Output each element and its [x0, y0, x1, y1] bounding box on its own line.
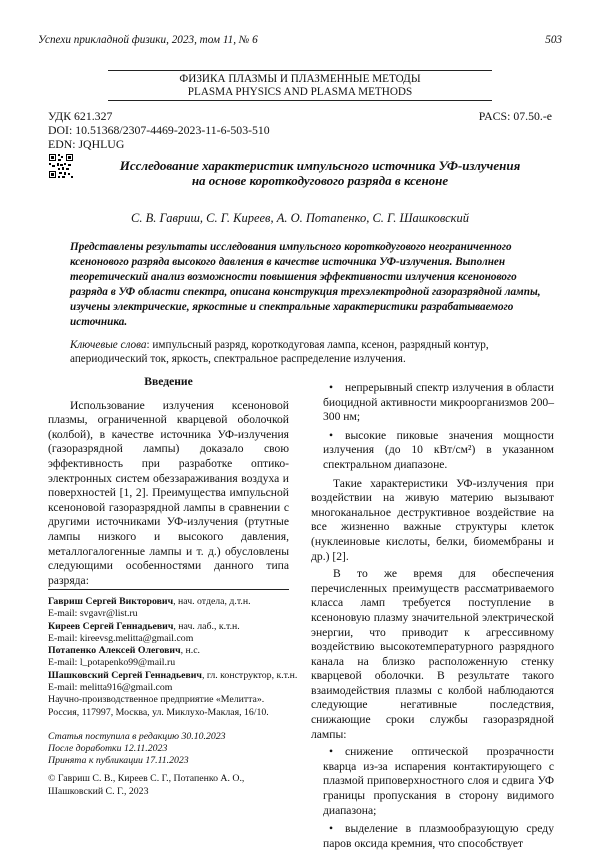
- author-3-email[interactable]: E-mail: l_potapenko99@mail.ru: [48, 657, 176, 669]
- section-title-ru: ФИЗИКА ПЛАЗМЫ И ПЛАЗМЕННЫЕ МЕТОДЫ: [179, 73, 421, 85]
- article-dates: [48, 731, 226, 767]
- title-line-2: на основе короткодугового разряда в ксеноне: [191, 173, 449, 188]
- pacs: PACS: 07.50.-e: [478, 109, 552, 123]
- footnote-divider: [48, 589, 289, 590]
- authors: С. В. Гавриш, С. Г. Киреев, А. О. Потапенко, С. Г. Шашковский: [131, 211, 469, 225]
- section-rule-bottom: [108, 100, 492, 101]
- paragraph: В то же время для обеспечения перечисленных преимуществ рассматриваемого класса ламп требуется поступление в ксеноновую плазму значительной электрической энергии, что приводит к агрессивному воздействию высокотемпературного разрядного канала на близко расположенную стенку кварцевой оболочки. В результате такого взаимодействия плазмы с колбой наблюдаются следующие негативные последствия, снижающие сроки службы газоразрядной лампы:: [311, 567, 554, 741]
- doi[interactable]: DOI: 10.51368/2307-4469-2023-11-6-503-510: [48, 123, 270, 137]
- list-item: • снижение оптической прозрачности кварца из-за испарения контактирующего с плазмой приповерхностного слоя и сдвига УФ границы пропускания в сторону видимого диапазона;: [323, 745, 554, 817]
- running-header: [38, 34, 562, 46]
- bullet-icon: •: [329, 822, 334, 836]
- keywords-text: : импульсный разряд, короткодуговая лампа, ксенон, разрядный контур, апериодический ток, яркость, спектральное распределение излучения.: [70, 339, 489, 365]
- date-revised: После доработки 12.11.2023: [48, 743, 168, 754]
- affiliations: [48, 596, 298, 719]
- author-2-email[interactable]: E-mail: kireevsg.melitta@gmail.com: [48, 632, 194, 644]
- author-4-email[interactable]: E-mail: melitta916@gmail.com: [48, 682, 173, 694]
- list-item: • непрерывный спектр излучения в области биоцидной активности микроорганизмов 200–300 нм;: [323, 381, 554, 424]
- abstract: Представлены результаты исследования импульсного короткодугового неограниченного ксенонового разряда высокого давления в качестве источника УФ-излучения. Выполнен теоретический анализ возможности повышения эффективности излучения ксенонового разряда в УФ области спектра, описана конструкция трехэлектродной газоразрядной лампы, изучены электрические, яркостные и спектральные характеристики разрабатываемого источника.: [70, 241, 541, 328]
- author-1: Гавриш Сергей Викторович, нач. отдела, д.т.н.: [48, 596, 251, 607]
- right-column: [311, 381, 554, 855]
- left-column: [48, 375, 289, 588]
- qr-code-icon: [48, 153, 74, 179]
- article-title: [90, 158, 550, 188]
- udk: УДК 621.327: [48, 109, 113, 123]
- list-item: • выделение в плазмообразующую среду паров оксида кремния, что способствует: [323, 822, 554, 850]
- edn: EDN: JQHLUG: [48, 137, 125, 151]
- bullet-icon: •: [329, 428, 334, 442]
- author-4: Шашковский Сергей Геннадьевич, гл. конструктор, к.т.н.: [48, 669, 298, 681]
- article-meta: [48, 109, 270, 151]
- intro-paragraph: Использование излучения ксеноновой плазмы, ограниченной кварцевой оболочкой (колбой), в качестве источника УФ-излучения (газоразрядной лампы) доказало свою эффективность при разработке оптико-электронных систем обеззараживания воздуха и поверхностей [1, 2]. Преимущества импульсной ксеноновой газоразрядной лампы в сравнении с другими источниками УФ-излучения (ртутные лампы низкого и высокого давления, металлогалогенные лампы и т. д.) обусловлены следующими особенностями данного типа разряда:: [48, 398, 289, 587]
- keywords-label: Ключевые слова: [70, 339, 147, 351]
- date-accepted: Принята к публикации 17.11.2023: [48, 755, 189, 766]
- date-received: Статья поступила в редакцию 30.10.2023: [48, 731, 226, 742]
- intro-heading: Введение: [144, 375, 193, 388]
- section-band: [108, 70, 492, 101]
- author-3: Потапенко Алексей Олегович, н.с.: [48, 645, 200, 657]
- section-title-en: PLASMA PHYSICS AND PLASMA METHODS: [187, 86, 413, 98]
- copyright: © Гавриш С. В., Киреев С. Г., Потапенко А. О., Шашковский С. Г., 2023: [48, 773, 245, 797]
- title-line-1: Исследование характеристик импульсного источника УФ-излучения: [119, 158, 521, 173]
- paragraph: Такие характеристики УФ-излучения при воздействии на живую материю вызывают многоканальное деструктивное воздействие на все жизненно важные структуры клеток (нуклеиновые кислоты, белки, биомембраны и др.) [2].: [311, 476, 554, 563]
- journal-name: Успехи прикладной физики, 2023, том 11, № 6: [38, 34, 258, 46]
- org-address: Россия, 117997, Москва, ул. Миклухо-Маклая, 16/10.: [48, 706, 269, 718]
- author-1-email[interactable]: E-mail: svgavr@list.ru: [48, 608, 138, 620]
- keywords: [70, 338, 542, 366]
- author-2: Киреев Сергей Геннадьевич, нач. лаб., к.т.н.: [48, 620, 240, 632]
- bullet-icon: •: [329, 381, 334, 394]
- page-number: 503: [545, 34, 562, 46]
- org-name: Научно-производственное предприятие «Мелитта».: [48, 694, 265, 706]
- bullet-icon: •: [329, 745, 334, 759]
- list-item: • высокие пиковые значения мощности излучения (до 10 кВт/см²) в указанном спектральном диапазоне.: [323, 428, 554, 471]
